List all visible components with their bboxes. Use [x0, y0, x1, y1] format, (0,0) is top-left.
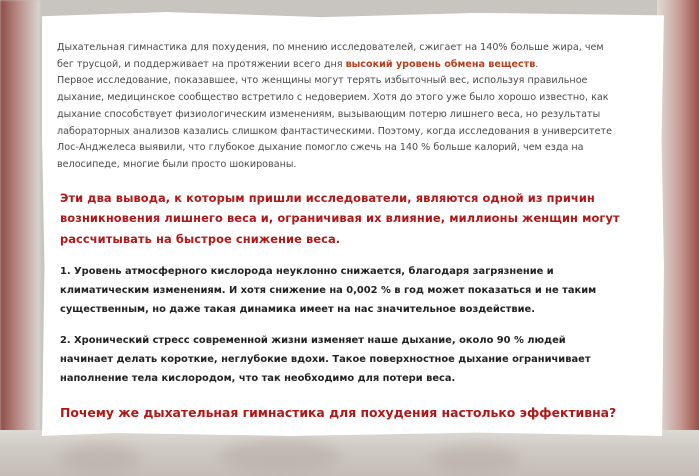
- point-oxygen-level: 1. Уровень атмосферного кислорода неуклонно снижается, благодаря загрязнение и климатическим изменениям. И хотя снижение на 0,002 % в год может показаться и не таким существенным, но даже такая динамика имеет на нас значительное воздействие.: [60, 266, 597, 315]
- article-intro: [57, 40, 621, 174]
- article-content: [57, 40, 621, 421]
- lead-statement: Эти два вывода, к которым пришли исследователи, являются одной из причин возникновения лишнего веса и, ограничивая их влияние, миллионы женщин могут рассчитывать на быстрое снижение веса.: [60, 190, 620, 246]
- point-chronic-stress: 2. Хронический стресс современной жизни изменяет наше дыхание, около 90 % людей начинает делать короткие, неглубокие вдохи. Такое поверхностное дыхание ограничивает наполнение тела кислородом, что так необходимо для потери веса.: [60, 335, 591, 384]
- intro-text: Дыхательная гимнастика для похудения, по мнению исследователей, сжигает на 140% больше жира, чем бег трусцой, и поддерживает на протяжении всего дня: [57, 42, 604, 70]
- research-paragraph: Первое исследование, показавшее, что женщины могут терять избыточный вес, используя правильное дыхание, медицинское сообщество встретило с недоверием. Хотя до этого уже было хорошо известно, как дыхание способствует физиологическим изменениям, вызывающим потерю лишнего веса, но результаты лабораторных анализов казались слишком фантастическими. Поэтому, когда исследования в университете Лос-Анджелеса выявили, что глубокое дыхание помогло сжечь на 140 % больше калорий, чем езда на велосипеде, многие были просто шокированы.: [57, 75, 612, 170]
- section-question-heading: Почему же дыхательная гимнастика для похудения настолько эффективна?: [60, 405, 617, 421]
- background-left-blur: [0, 0, 40, 476]
- background-bottom-blur: [0, 430, 699, 476]
- metabolism-highlight-link[interactable]: высокий уровень обмена веществ: [345, 58, 536, 70]
- intro-end: .: [535, 58, 539, 70]
